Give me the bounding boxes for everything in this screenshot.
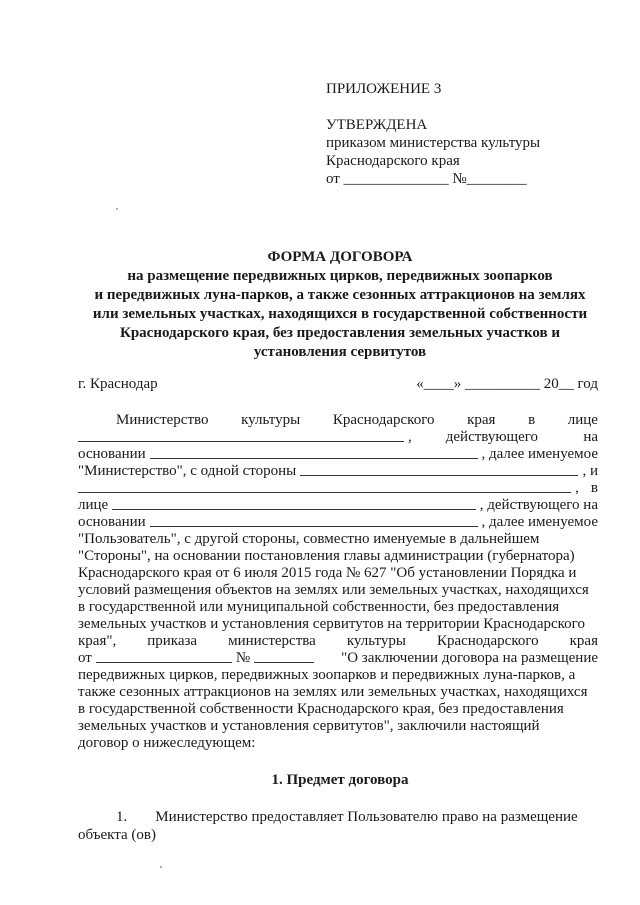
body-line: основании , далее именуемое [78, 446, 598, 462]
order-date-line: от ______________ №________ [326, 171, 527, 187]
body-line: земельных участков и установления сервитутов", заключили настоящий [78, 718, 540, 734]
date-placeholder: «____» __________ 20__ год [416, 376, 598, 392]
document-title [60, 248, 620, 362]
title-main: ФОРМА ДОГОВОРА [267, 249, 413, 265]
blank-field[interactable] [112, 497, 476, 510]
blank-field[interactable] [96, 650, 232, 663]
body-line: также сезонных аттракционов на землях или земельных участках, находящихся [78, 684, 588, 700]
body-line: основании , далее именуемое [78, 514, 598, 530]
body-line: , действующего на [78, 429, 598, 446]
clause-number: 1. [116, 809, 128, 825]
title-line: Краснодарского края, без предоставления земельных участков и [119, 325, 561, 341]
appendix-label: ПРИЛОЖЕНИЕ 3 [326, 81, 442, 97]
blank-field[interactable] [78, 429, 404, 442]
order-line-1: приказом министерства культуры [326, 135, 541, 151]
clause-line: 1. Министерство предоставляет Пользователю право на размещение [116, 809, 578, 825]
body-line: , в [78, 480, 598, 497]
title-line: на размещение передвижных цирков, передвижных зоопарков [127, 268, 553, 284]
approved-label: УТВЕРЖДЕНА [326, 117, 428, 133]
blank-field[interactable] [300, 463, 578, 476]
body-line: Министерство культуры Краснодарского края в лице [116, 412, 598, 428]
section-heading: 1. Предмет договора [271, 772, 409, 788]
body-line: договор о нижеследующем: [78, 735, 256, 751]
body-line: передвижных цирков, передвижных зоопарков и передвижных луна-парков, а [78, 667, 576, 683]
body-line: в государственной собственности Краснодарского края, без предоставления [78, 701, 564, 717]
blank-field[interactable] [78, 480, 571, 493]
clause-line: объекта (ов) [78, 827, 156, 843]
body-line: условий размещения объектов на землях или земельных участках, находящихся [78, 582, 589, 598]
body-line: в государственной или муниципальной собственности, без предоставления [78, 599, 560, 615]
clause-1 [78, 808, 598, 844]
title-line: и передвижных луна-парков, а также сезонных аттракционов на землях [94, 287, 586, 303]
blank-field[interactable] [150, 446, 478, 459]
body-line: земельных участков и установления сервитутов на территории Краснодарского [78, 616, 585, 632]
title-line: установления сервитутов [253, 344, 427, 360]
body-line: края", приказа министерства культуры Краснодарского края [78, 633, 598, 649]
order-line-2: Краснодарского края [326, 153, 460, 169]
title-line: или земельных участках, находящихся в государственной собственности [92, 306, 588, 322]
scan-speck [160, 866, 162, 868]
scan-speck [116, 208, 118, 210]
contract-body [78, 412, 598, 752]
body-line: лице , действующего на [78, 497, 598, 513]
blank-field[interactable] [150, 514, 478, 527]
city-label: г. Краснодар [78, 376, 158, 392]
body-line: "Министерство", с одной стороны , и [78, 463, 598, 479]
blank-field[interactable] [254, 650, 314, 663]
approval-block [326, 116, 540, 188]
body-line: "Пользователь", с другой стороны, совместно именуемые в дальнейшем [78, 531, 540, 547]
body-line: Краснодарского края от 6 июля 2015 года № 627 "Об установлении Порядка и [78, 565, 577, 581]
body-line: от № "О заключении договора на размещение [78, 650, 598, 666]
body-line: "Стороны", на основании постановления главы администрации (губернатора) [78, 548, 575, 564]
